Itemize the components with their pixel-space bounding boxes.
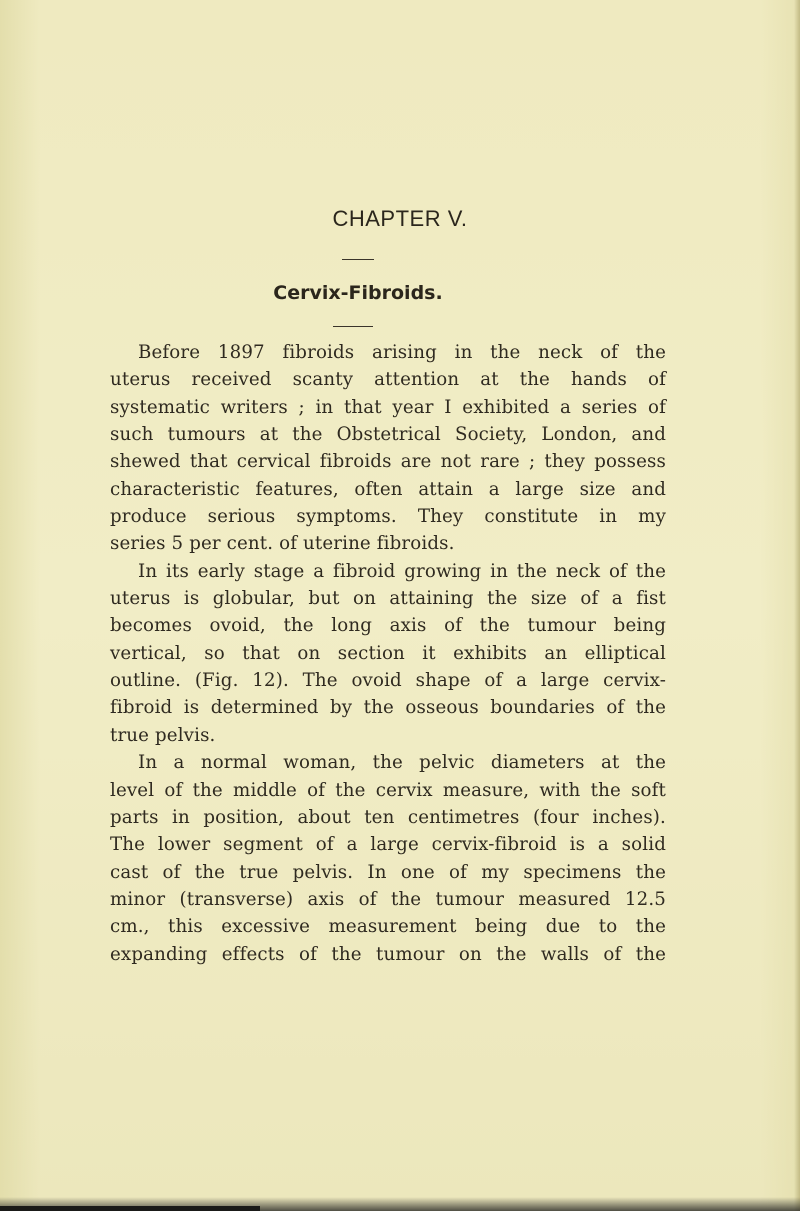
text-line: level of the middle of the cervix measure, with the soft xyxy=(110,779,666,801)
text-line: parts in position, about ten centimetres (four inches). xyxy=(110,806,666,828)
text-line: vertical, so that on section it exhibits an elliptical xyxy=(110,642,666,664)
divider-rule-bottom xyxy=(333,326,373,327)
text-line: uterus received scanty attention at the hands of xyxy=(110,369,666,391)
text-line: series 5 per cent. of uterine fibroids. xyxy=(110,533,455,555)
divider-rule-top xyxy=(342,259,374,260)
text-line: fibroid is determined by the osseous boundaries of the xyxy=(110,697,666,719)
text-line: shewed that cervical fibroids are not rare ; they possess xyxy=(110,451,666,473)
text-line: produce serious symptoms. They constitute in my xyxy=(110,506,666,528)
body-text xyxy=(110,339,666,968)
page-edge-shadow xyxy=(794,0,800,1211)
text-line: minor (transverse) axis of the tumour measured 12.5 xyxy=(110,888,666,910)
text-line: uterus is globular, but on attaining the size of a fist xyxy=(110,588,666,610)
section-title: Cervix-Fibroids. xyxy=(273,282,443,304)
text-line: The lower segment of a large cervix-fibroid is a solid xyxy=(110,834,666,856)
scan-bottom-edge xyxy=(0,1197,800,1211)
text-line: outline. (Fig. 12). The ovoid shape of a large cervix- xyxy=(110,670,666,692)
text-line: In its early stage a fibroid growing in the neck of the xyxy=(138,560,666,582)
chapter-heading: CHAPTER V. xyxy=(332,206,468,231)
text-line: cm., this excessive measurement being due to the xyxy=(110,916,666,938)
text-line: Before 1897 fibroids arising in the neck of the xyxy=(138,342,666,363)
text-line: characteristic features, often attain a large size and xyxy=(110,478,666,500)
text-line: cast of the true pelvis. In one of my specimens the xyxy=(110,861,666,883)
text-line: becomes ovoid, the long axis of the tumour being xyxy=(110,615,666,637)
text-line: systematic writers ; in that year I exhibited a series of xyxy=(110,396,666,418)
text-line: In a normal woman, the pelvic diameters at the xyxy=(138,752,666,774)
text-line: such tumours at the Obstetrical Society, London, and xyxy=(110,424,666,446)
text-line: true pelvis. xyxy=(110,724,216,746)
text-line: expanding effects of the tumour on the walls of the xyxy=(110,943,666,965)
